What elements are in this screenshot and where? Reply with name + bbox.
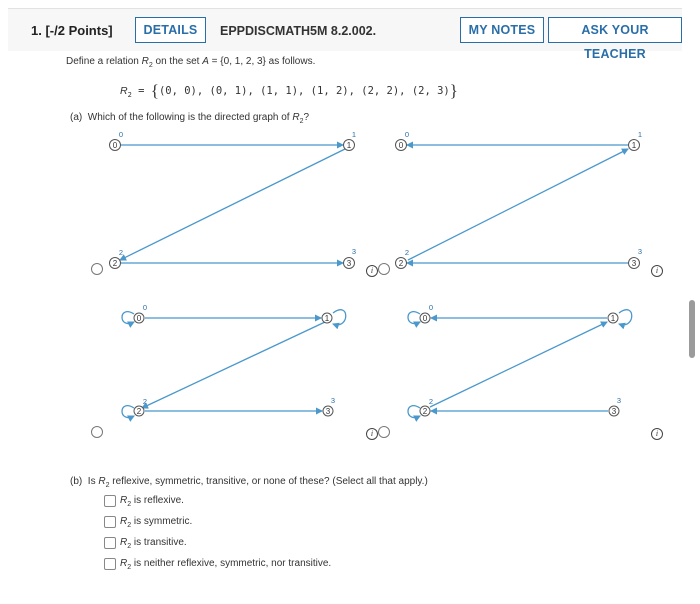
checkbox-reflexive[interactable] — [104, 495, 116, 507]
option-transitive-label: $R_2$ is transitive. — [120, 537, 187, 550]
points-label: [-/2 Points] — [45, 23, 113, 38]
svg-text:3: 3 — [351, 247, 357, 256]
svg-text:1: 1 — [346, 141, 352, 150]
svg-text:2: 2 — [422, 407, 428, 416]
svg-text:1: 1 — [631, 141, 637, 150]
edge-1-2 — [120, 149, 345, 260]
svg-text:3: 3 — [616, 396, 622, 405]
edge-2-1 — [430, 322, 607, 407]
svg-text:0: 0 — [398, 141, 404, 150]
problem-intro: Define a relation $R_2$ on the set A = {0, 1, 2, 3} as follows. — [66, 56, 316, 69]
loop-2 — [122, 406, 134, 418]
info-icon[interactable]: i — [366, 265, 378, 277]
loop-0 — [408, 312, 420, 324]
node-1 — [322, 313, 332, 323]
node-0 — [396, 130, 410, 151]
node-0 — [420, 303, 433, 323]
graph-option-b — [396, 130, 643, 269]
svg-text:0: 0 — [428, 303, 434, 312]
node-1 — [344, 130, 357, 151]
node-0 — [134, 303, 147, 323]
svg-text:2: 2 — [112, 259, 118, 268]
option-none-label: $R_2$ is neither reflexive, symmetric, nor transitive. — [120, 558, 332, 571]
option-symmetric-label: $R_2$ is symmetric. — [120, 516, 193, 529]
option-reflexive-label: $R_2$ is reflexive. — [120, 495, 184, 508]
question-number: 1. [-/2 Points] — [31, 23, 113, 38]
graph-option-d — [408, 303, 632, 418]
loop-2 — [408, 406, 420, 418]
checkbox-none[interactable] — [104, 558, 116, 570]
problem-code: EPPDISCMATH5M 8.2.002. — [220, 24, 377, 38]
svg-text:1: 1 — [324, 314, 330, 323]
checkbox-symmetric[interactable] — [104, 516, 116, 528]
svg-text:2: 2 — [398, 259, 404, 268]
svg-text:3: 3 — [330, 396, 336, 405]
ask-teacher-button[interactable]: ASK YOUR TEACHER — [548, 17, 682, 43]
svg-text:3: 3 — [325, 407, 331, 416]
node-3 — [323, 396, 335, 416]
svg-text:0: 0 — [118, 130, 124, 139]
svg-text:0: 0 — [404, 130, 410, 139]
radio-option-d[interactable] — [378, 426, 390, 438]
info-icon[interactable]: i — [651, 265, 663, 277]
loop-1 — [619, 310, 632, 325]
details-button[interactable]: DETAILS — [135, 17, 206, 43]
part-a-question: (a) Which of the following is the directed graph of $R_2$? — [70, 112, 310, 125]
svg-text:2: 2 — [136, 407, 142, 416]
radio-option-a[interactable] — [91, 263, 103, 275]
relation-definition: $R_2 = \{(0$, 0), (0, 1), (1, 1), (1, 2), (2, 2), (2, 3)} — [120, 81, 458, 100]
loop-1 — [333, 310, 346, 325]
checkbox-transitive[interactable] — [104, 537, 116, 549]
graph-option-c — [122, 303, 346, 418]
svg-text:0: 0 — [142, 303, 148, 312]
svg-text:3: 3 — [631, 259, 637, 268]
edge-1-2 — [142, 322, 325, 408]
edge-2-1 — [408, 149, 628, 260]
svg-text:2: 2 — [404, 248, 410, 257]
node-1 — [608, 313, 618, 323]
node-3 — [609, 396, 621, 416]
info-icon[interactable]: i — [366, 428, 378, 440]
svg-text:2: 2 — [118, 248, 124, 257]
graph-option-a — [110, 130, 357, 269]
svg-text:1: 1 — [637, 130, 643, 139]
loop-0 — [122, 312, 134, 324]
info-icon[interactable]: i — [651, 428, 663, 440]
svg-text:1: 1 — [351, 130, 357, 139]
svg-text:0: 0 — [112, 141, 118, 150]
node-2 — [396, 248, 410, 269]
part-b-question: (b) Is $R_2$ reflexive, symmetric, transitive, or none of these? (Select all that apply.) — [70, 476, 428, 489]
svg-text:3: 3 — [346, 259, 352, 268]
svg-text:3: 3 — [611, 407, 617, 416]
node-1 — [629, 130, 643, 151]
svg-text:0: 0 — [422, 314, 428, 323]
svg-text:0: 0 — [136, 314, 142, 323]
node-2 — [110, 248, 124, 269]
node-3 — [629, 247, 643, 269]
svg-text:3: 3 — [637, 247, 643, 256]
my-notes-button[interactable]: MY NOTES — [460, 17, 544, 43]
radio-option-c[interactable] — [91, 426, 103, 438]
svg-text:2: 2 — [142, 397, 148, 406]
radio-option-b[interactable] — [378, 263, 390, 275]
node-0 — [110, 130, 124, 151]
svg-text:2: 2 — [428, 397, 434, 406]
svg-text:1: 1 — [610, 314, 616, 323]
node-3 — [344, 247, 357, 269]
